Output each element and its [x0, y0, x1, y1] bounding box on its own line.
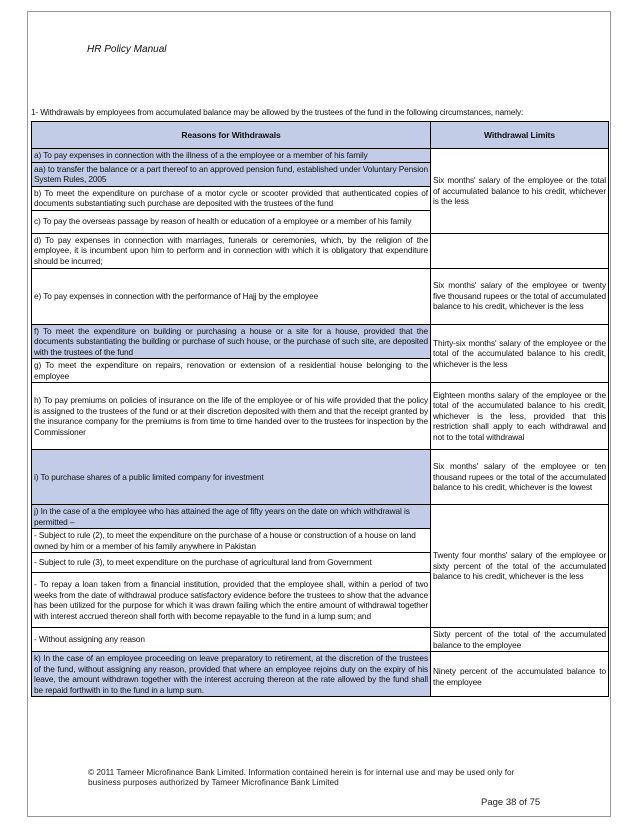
- header-limits: Withdrawal Limits: [431, 122, 609, 149]
- limit-ninety-percent: Ninety percent of the accumulated balance to the employee: [431, 652, 609, 697]
- reason-i: i) To purchase shares of a public limited company for investment: [32, 450, 431, 505]
- page-number: Page 38 of 75: [481, 797, 541, 808]
- withdrawal-table: [31, 121, 609, 697]
- reason-j-land: - Subject to rule (3), to meet expenditure on the purchase of agricultural land from Government: [32, 553, 431, 573]
- limit-eighteen: Eighteen months salary of the employee or the total of the accumulated balance to his credit, whichever is the less, provided that this restriction shall apply to each withdrawal and not to the total withdrawal: [431, 383, 609, 450]
- reason-h: h) To pay premiums on policies of insurance on the life of the employee or of his wife provided that the policy is assigned to the trustees of the fund or at their discretion deposited with them and that the receipt granted by the insurance company for the premiums is from time to time handed over to the trustees for inspection by the Commissioner: [32, 383, 431, 450]
- table-row: [32, 628, 609, 652]
- reason-d: d) To pay expenses in connection with marriages, funerals or ceremonies, which, by the religion of the employee, it is incumbent upon him to perform and in connection with which it is obligatory that expenditure should be incurred;: [32, 233, 431, 268]
- table-row: [32, 450, 609, 505]
- table-row: [32, 233, 609, 268]
- document-header-title: HR Policy Manual: [87, 44, 167, 55]
- reason-j: j) In the case of a the employee who has attained the age of fifty years on the date on which withdrawal is permitted –: [32, 505, 431, 529]
- reason-c: c) To pay the overseas passage by reason of health or education of a employee or a member of his family: [32, 210, 431, 233]
- limit-shares: Six months' salary of the employee or ten thousand rupees or the total of the accumulated balance to his credit, whichever is the lowest: [431, 450, 609, 505]
- intro-paragraph: 1- Withdrawals by employees from accumulated balance may be allowed by the trustees of the fund in the following circumstances, namely:: [31, 107, 524, 117]
- limit-six-months: Six months' salary of the employee or the total of accumulated balance to his credit, whichever is the less: [431, 149, 609, 234]
- header-reasons: Reasons for Withdrawals: [32, 122, 431, 149]
- reason-a: a) To pay expenses in connection with the illness of a the employee or a member of his family: [32, 149, 431, 163]
- reason-b: b) To meet the expenditure on purchase of a motor cycle or scooter provided that authenticated copies of documents substantiating such purchase are deposited with the trustees of the fund: [32, 186, 431, 210]
- footer-copyright-line1: © 2011 Tameer Microfinance Bank Limited. Information contained herein is for internal use and may be used only for: [88, 767, 515, 777]
- table-row: [32, 268, 609, 324]
- table-row: [32, 149, 609, 163]
- reason-e: e) To pay expenses in connection with the performance of Hajj by the employee: [32, 268, 431, 324]
- limit-thirty-six: Thirty-six months' salary of the employee or the total of the accumulated balance to his credit, whichever is the less: [431, 324, 609, 383]
- table-row: [32, 505, 609, 529]
- footer-copyright-line2: business purposes authorized by Tameer Microfinance Bank Limited: [88, 777, 339, 787]
- limit-sixty-percent: Sixty percent of the total of the accumulated balance to the employee: [431, 628, 609, 652]
- limit-empty: [431, 233, 609, 268]
- table-row: [32, 652, 609, 697]
- reason-k: k) In the case of an employee proceeding on leave preparatory to retirement, at the discretion of the trustees of the fund, without assigning any reason, provided that where an employee rejoins duty on the expiry of his leave, the amount withdrawn together with the interest accruing thereon at the rate allowed by the fund shall be repaid forthwith in to the fund in a lump sum.: [32, 652, 431, 697]
- reason-aa: aa) to transfer the balance or a part thereof to an approved pension fund, established under Voluntary Pension System Rules, 2005: [32, 162, 431, 186]
- table-header-row: [32, 122, 609, 149]
- reason-f: f) To meet the expenditure on building or purchasing a house or a site for a house, provided that the documents substantiating the building or purchase of such house, or the purchase of such site, are deposited with the trustees of the fund: [32, 324, 431, 359]
- reason-g: g) To meet the expenditure on repairs, renovation or extension of a residential house belonging to the employee: [32, 359, 431, 383]
- table-row: [32, 383, 609, 450]
- reason-j-no-reason: - Without assigning any reason: [32, 628, 431, 652]
- reason-j-house: - Subject to rule (2), to meet the expenditure on the purchase of a house or construction of a house on land owned by him or a member of his family anywhere in Pakistan: [32, 529, 431, 553]
- limit-twenty-four: Twenty four months' salary of the employee or sixty percent of the total of the accumulated balance to his credit, whichever is the less: [431, 505, 609, 628]
- reason-j-loan: - To repay a loan taken from a financial institution, provided that the employee shall, within a period of two weeks from the date of withdrawal produce satisfactory evidence before the trustees to show that the advance has been utilized for the purpose for which it was drawn failing which the entire amount of withdrawal together with interest accrued thereon shall forth with become repayable to the fund in a lump sum; and: [32, 573, 431, 628]
- limit-hajj: Six months' salary of the employee or twenty five thousand rupees or the total of accumulated balance to his credit, whichever is the less: [431, 268, 609, 324]
- table-row: [32, 324, 609, 359]
